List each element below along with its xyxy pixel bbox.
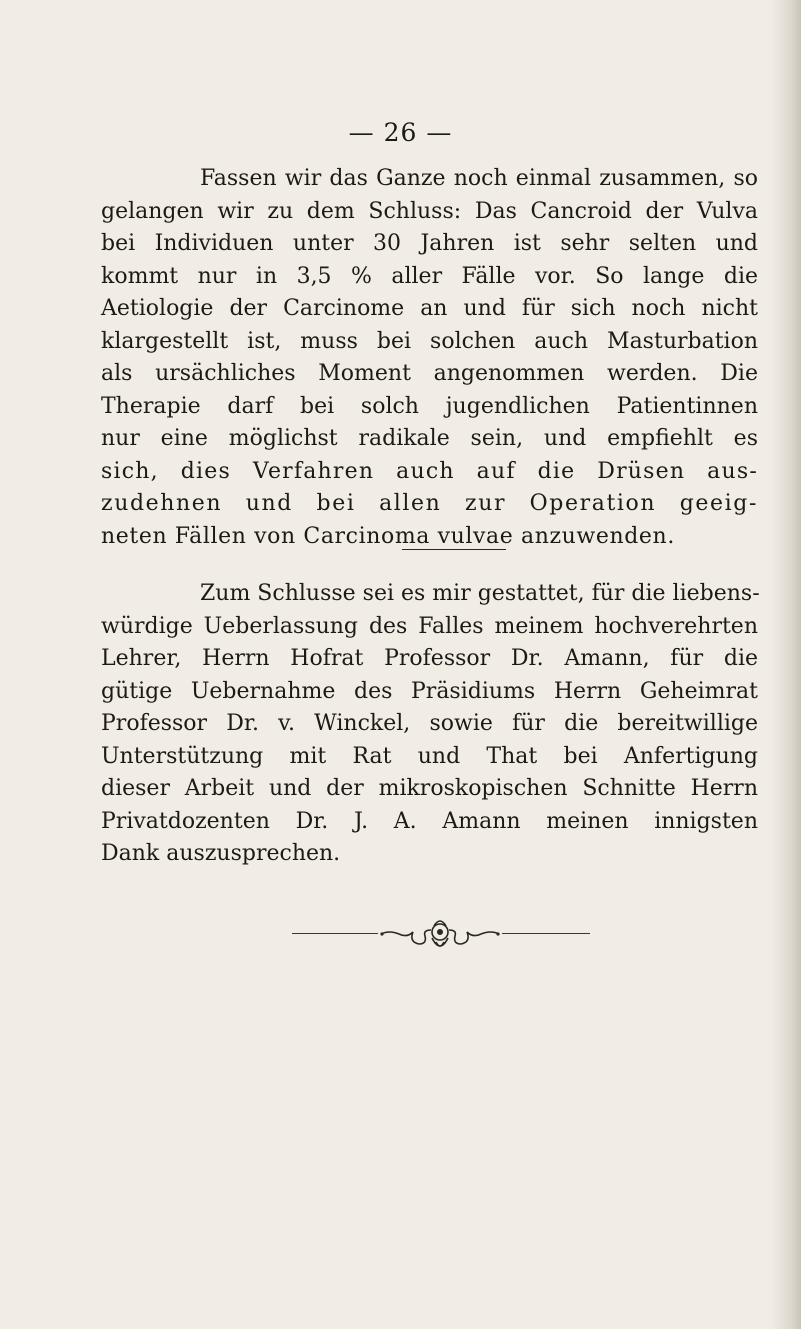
text-line: sich, dies Verfahren auch auf die Drüsen aus- [101,458,758,484]
text-line: würdige Ueberlassung des Falles meinem hochverehrten [101,613,758,639]
text-line: kommt nur in 3,5 % aller Fälle vor. So lange die [101,263,758,289]
text-line: klargestellt ist, muss bei solchen auch Masturbation [101,328,758,354]
text-line: Therapie darf bei solch jugendlichen Patientinnen [101,393,758,419]
acknowledgement-paragraph [101,578,758,871]
text-line: Fassen wir das Ganze noch einmal zusammen, so [200,166,758,191]
section-divider [402,549,506,550]
text-line: neten Fällen von Carcinoma vulvae anzuwenden. [101,523,675,549]
text-line: bei Individuen unter 30 Jahren ist sehr selten und [101,231,758,256]
text-line: zudehnen und bei allen zur Operation geeig- [101,491,758,516]
ornament-rule-right [502,933,590,934]
text-line: Unterstützung mit Rat und That bei Anfertigung [101,743,758,769]
end-ornament-icon [379,916,501,956]
text-line: Professor Dr. v. Winckel, sowie für die bereitwillige [101,711,758,736]
page-number: — 26 — [348,118,453,147]
summary-paragraph [101,163,758,553]
text-line: als ursächliches Moment angenommen werden. Die [101,361,758,386]
text-line: Zum Schlusse sei es mir gestattet, für die liebens- [200,581,760,606]
text-line: gütige Uebernahme des Präsidiums Herrn Geheimrat [101,678,758,704]
text-line: gelangen wir zu dem Schluss: Das Cancroid der Vulva [101,198,758,224]
text-line: Lehrer, Herrn Hofrat Professor Dr. Amann, für die [101,646,758,671]
text-line: nur eine möglichst radikale sein, und empfiehlt es [101,426,758,451]
text-line: Dank auszusprechen. [101,841,341,866]
ornament-rule-left [292,933,378,934]
text-line: dieser Arbeit und der mikroskopischen Schnitte Herrn [101,776,758,801]
text-line: Privatdozenten Dr. J. A. Amann meinen innigsten [101,808,758,834]
text-line: Aetiologie der Carcinome an und für sich noch nicht [101,296,758,321]
